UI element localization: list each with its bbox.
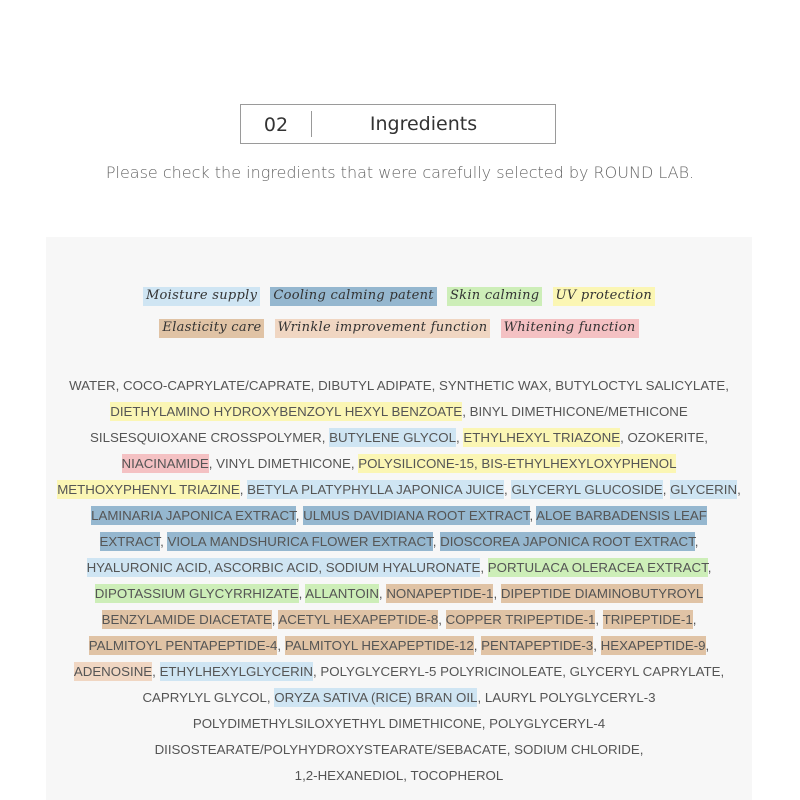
ingredient-line <box>46 633 752 659</box>
subtitle: Please check the ingredients that were carefully selected by ROUND LAB. <box>105 163 695 182</box>
ingredients-panel <box>46 237 752 800</box>
ingredient-calming: DIPOTASSIUM GLYCYRRHIZATE <box>94 586 299 601</box>
ingredient-uv: DIETHYLAMINO HYDROXYBENZOYL HEXYL BENZOATE <box>110 404 463 419</box>
ingredient-line <box>46 685 752 711</box>
ingredient-uv: POLYSILICONE-15, BIS-ETHYLHEXYLOXYPHENOL <box>358 456 677 471</box>
ingredient-moisture: ORYZA SATIVA (RICE) BRAN OIL <box>274 690 478 705</box>
ingredient-line <box>46 529 752 555</box>
ingredient-text: , <box>529 508 537 523</box>
legend-elasticity-care: Elasticity care <box>159 319 264 338</box>
ingredient-moisture: ETHYLHEXYLGLYCERIN <box>159 664 314 679</box>
ingredient-elasticity: COPPER TRIPEPTIDE-1 <box>445 612 596 627</box>
ingredient-elasticity: NONAPEPTIDE-1 <box>386 586 494 601</box>
ingredient-line <box>46 763 752 789</box>
ingredient-text: , <box>705 638 710 653</box>
ingredient-calming: PORTULACA OLERACEA EXTRACT <box>487 560 708 575</box>
ingredients-list <box>46 373 752 789</box>
ingredient-text: , <box>152 664 160 679</box>
ingredient-cooling: DIOSCOREA JAPONICA ROOT EXTRACT <box>440 534 695 549</box>
ingredient-text: , <box>692 612 697 627</box>
section-title: Ingredients <box>369 113 478 135</box>
ingredient-text: , VINYL DIMETHICONE, <box>208 456 359 471</box>
ingredient-text: , <box>295 508 304 523</box>
section-header <box>240 104 556 144</box>
legend-row-2 <box>46 319 752 338</box>
ingredient-calming: ALLANTOIN <box>305 586 379 601</box>
ingredient-elasticity: DIPEPTIDE DIAMINOBUTYROYL <box>500 586 704 601</box>
ingredient-line <box>46 555 752 581</box>
ingredient-wrinkle: ADENOSINE <box>73 664 153 679</box>
ingredient-line <box>46 711 752 737</box>
ingredient-line <box>46 607 752 633</box>
ingredient-line <box>46 399 752 425</box>
ingredient-text: , <box>480 560 488 575</box>
ingredient-text: , <box>593 638 601 653</box>
ingredient-elasticity: PALMITOYL PENTAPEPTIDE-4 <box>88 638 278 653</box>
ingredient-text: , <box>737 482 741 497</box>
ingredient-text: , <box>160 534 168 549</box>
ingredient-line <box>46 737 752 763</box>
ingredient-line <box>46 477 752 503</box>
ingredient-elasticity: HEXAPEPTIDE-9 <box>600 638 706 653</box>
ingredient-text: , <box>504 482 512 497</box>
legend-wrinkle-improvement: Wrinkle improvement function <box>275 319 491 338</box>
legend-row-1 <box>46 287 752 306</box>
legend-skin-calming: Skin calming <box>447 287 542 306</box>
ingredient-whitening: NIACINAMIDE <box>121 456 209 471</box>
ingredient-line <box>46 503 752 529</box>
ingredient-line <box>46 425 752 451</box>
ingredient-text: CAPRYLYL GLYCOL, <box>142 690 275 705</box>
legend-moisture-supply: Moisture supply <box>143 287 260 306</box>
ingredient-elasticity: PENTAPEPTIDE-3 <box>481 638 594 653</box>
ingredient-moisture: GLYCERYL GLUCOSIDE <box>511 482 663 497</box>
ingredient-text: , <box>662 482 671 497</box>
ingredient-line <box>46 451 752 477</box>
ingredient-text: , <box>493 586 501 601</box>
ingredient-text: , <box>473 638 482 653</box>
ingredient-text: , LAURYL POLYGLYCERYL-3 <box>477 690 656 705</box>
ingredient-text: , <box>694 534 699 549</box>
ingredient-text: DIISOSTEARATE/POLYHYDROXYSTEARATE/SEBACATE, SODIUM CHLORIDE, <box>154 742 644 757</box>
ingredient-uv: METHOXYPHENYL TRIAZINE <box>57 482 240 497</box>
ingredient-text: , BINYL DIMETHICONE/METHICONE <box>462 404 688 419</box>
section-number: 02 <box>263 114 289 136</box>
ingredient-uv: ETHYLHEXYL TRIAZONE <box>463 430 621 445</box>
ingredient-elasticity: BENZYLAMIDE DIACETATE <box>101 612 272 627</box>
ingredient-text: , <box>277 638 285 653</box>
ingredient-cooling: LAMINARIA JAPONICA EXTRACT <box>91 508 296 523</box>
ingredient-text: , <box>456 430 464 445</box>
ingredient-text: , <box>239 482 248 497</box>
ingredient-text: POLYDIMETHYLSILOXYETHYL DIMETHICONE, POLYGLYCERYL-4 <box>192 716 606 731</box>
ingredient-text: , <box>707 560 712 575</box>
ingredient-cooling: VIOLA MANDSHURICA FLOWER EXTRACT <box>167 534 433 549</box>
ingredient-elasticity: ACETYL HEXAPEPTIDE-8 <box>278 612 439 627</box>
ingredient-text: , <box>595 612 603 627</box>
ingredient-text: , POLYGLYCERYL-5 POLYRICINOLEATE, GLYCERYL CAPRYLATE, <box>313 664 725 679</box>
legend-whitening-function: Whitening function <box>501 319 639 338</box>
ingredient-text: WATER, COCO-CAPRYLATE/CAPRATE, DIBUTYL ADIPATE, SYNTHETIC WAX, BUTYLOCTYL SALICYLATE, <box>69 378 729 393</box>
ingredient-text: , <box>432 534 441 549</box>
ingredient-moisture: HYALURONIC ACID, ASCORBIC ACID, SODIUM HYALURONATE <box>86 560 481 575</box>
ingredient-cooling: ALOE BARBADENSIS LEAF <box>536 508 707 523</box>
ingredient-moisture: GLYCERIN <box>670 482 738 497</box>
ingredient-text: SILSESQUIOXANE CROSSPOLYMER, <box>90 430 330 445</box>
ingredient-text: , <box>271 612 279 627</box>
ingredient-moisture: BETYLA PLATYPHYLLA JAPONICA JUICE <box>247 482 505 497</box>
legend-cooling-calming-patent: Cooling calming patent <box>270 287 436 306</box>
ingredient-line <box>46 581 752 607</box>
ingredient-elasticity: PALMITOYL HEXAPEPTIDE-12 <box>284 638 474 653</box>
ingredient-line <box>46 373 752 399</box>
legend-uv-protection: UV protection <box>553 287 656 306</box>
ingredient-elasticity: TRIPEPTIDE-1 <box>602 612 693 627</box>
ingredient-text: , <box>438 612 446 627</box>
ingredient-text: 1,2-HEXANEDIOL, TOCOPHEROL <box>294 768 504 783</box>
ingredient-text: , OZOKERITE, <box>620 430 708 445</box>
ingredient-cooling: ULMUS DAVIDIANA ROOT EXTRACT <box>303 508 530 523</box>
ingredient-text: , <box>298 586 306 601</box>
ingredient-cooling: EXTRACT <box>99 534 161 549</box>
ingredient-line <box>46 659 752 685</box>
ingredient-moisture: BUTYLENE GLYCOL <box>329 430 457 445</box>
ingredient-text: , <box>378 586 387 601</box>
